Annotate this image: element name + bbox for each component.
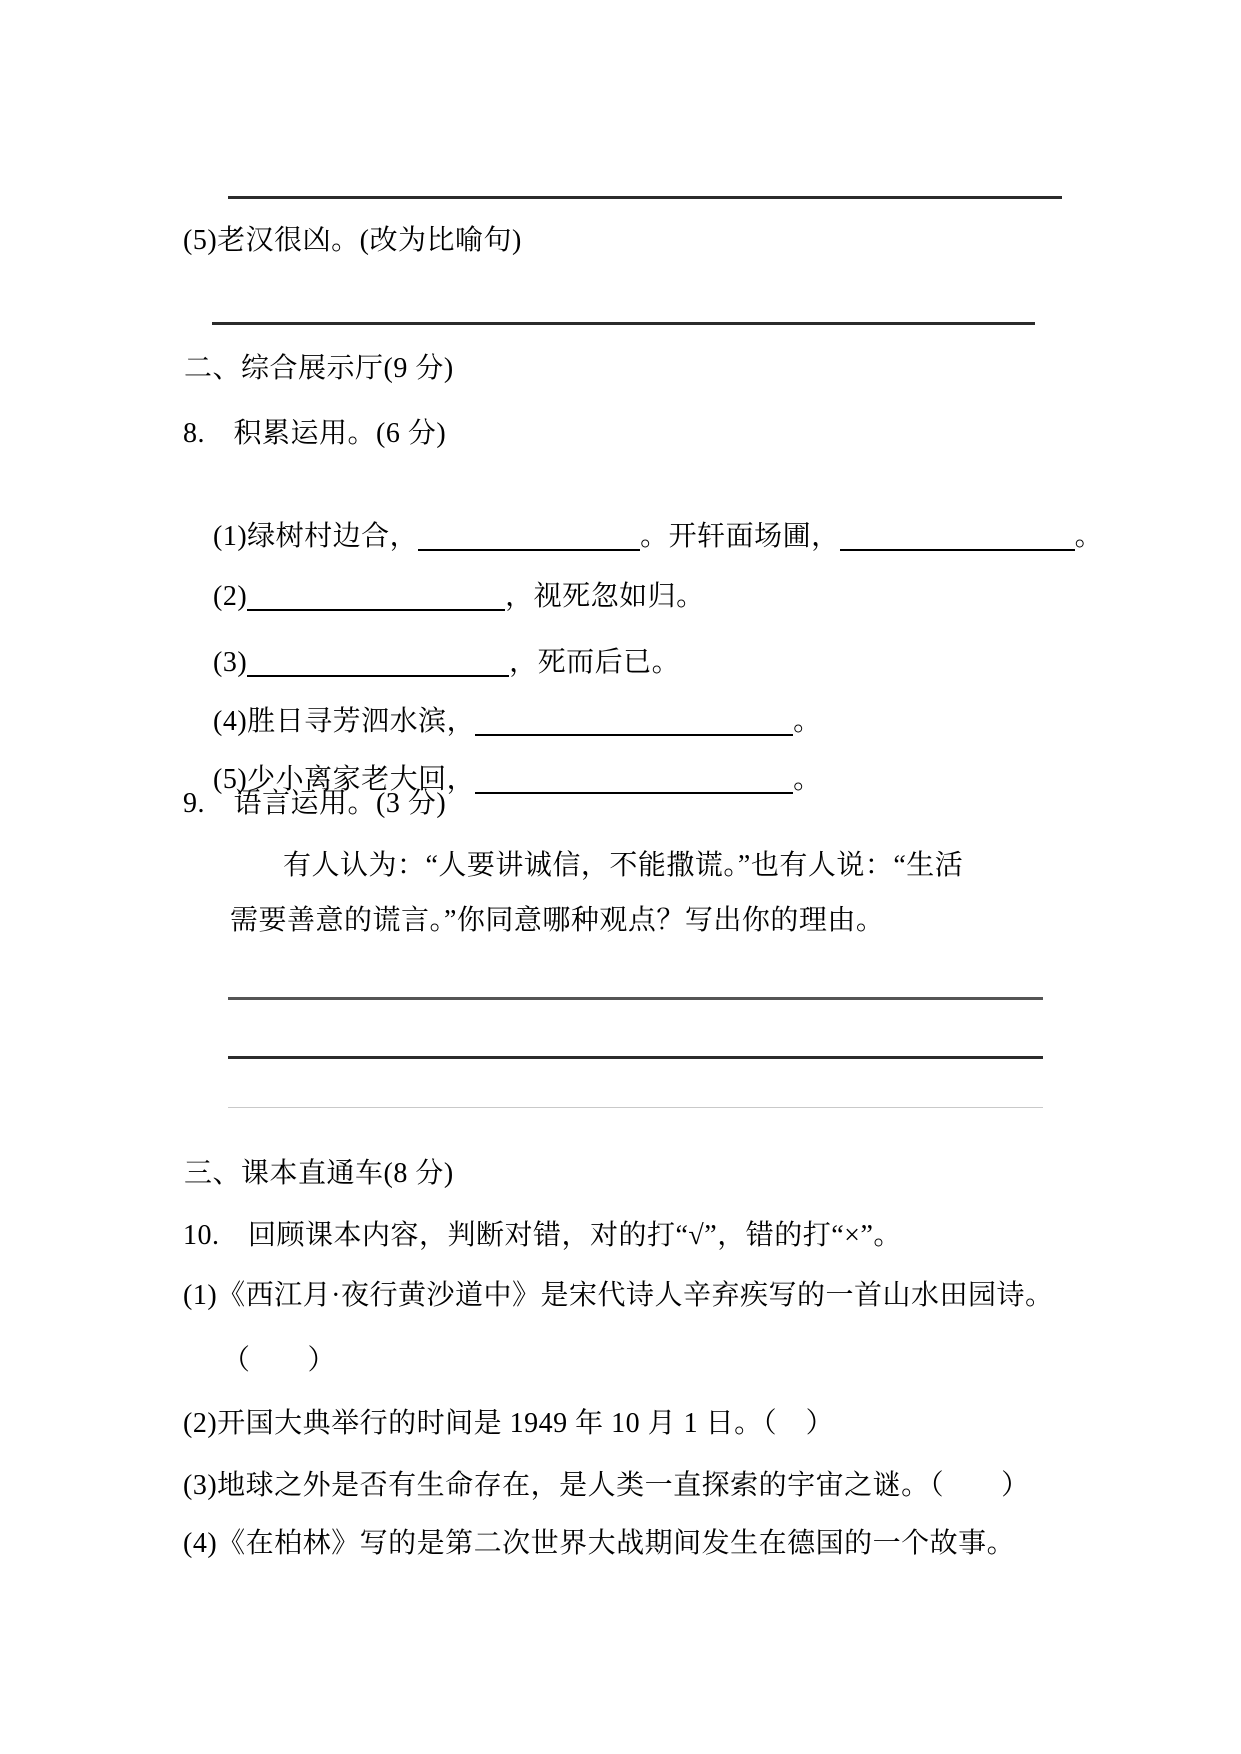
q10-item-3: (3)地球之外是否有生命存在，是人类一直探索的宇宙之谜。（ ） xyxy=(183,1470,1030,1501)
q9-title: 9. 语言运用。(3 分) xyxy=(183,788,447,819)
answer-line-top-2 xyxy=(212,322,1035,325)
q8-item-2-pre: (2) xyxy=(213,581,248,612)
fill-blank xyxy=(475,764,793,794)
q8-item-3-pre: (3) xyxy=(213,647,248,678)
q8-item-5-post: 。 xyxy=(793,764,822,795)
answer-line-top-1 xyxy=(228,196,1062,199)
q9-answer-line-1 xyxy=(228,997,1043,1000)
q8-item-5-pre: (5)少小离家老大回， xyxy=(213,764,476,795)
q10-item-4: (4)《在柏林》写的是第二次世界大战期间发生在德国的一个故事。 xyxy=(183,1528,1016,1559)
section-2-heading: 二、综合展示厅(9 分) xyxy=(184,353,454,384)
fill-blank xyxy=(840,521,1075,551)
q8-title: 8. 积累运用。(6 分) xyxy=(183,418,447,449)
q8-item-1-post: 。 xyxy=(1074,521,1104,552)
q8-item-3-post: ，死而后已。 xyxy=(509,647,681,678)
q7-item-5: (5)老汉很凶。(改为比喻句) xyxy=(183,225,522,256)
q9-paragraph-line-2: 需要善意的谎言。”你同意哪种观点？写出你的理由。 xyxy=(230,905,885,936)
q8-item-1-pre: (1)绿树村边合， xyxy=(213,521,419,552)
q10-title: 10. 回顾课本内容，判断对错，对的打“√”，错的打“×”。 xyxy=(183,1220,902,1251)
q10-item-1-brackets: （ ） xyxy=(222,1345,337,1376)
q8-item-4-post: 。 xyxy=(793,706,822,737)
q10-item-2: (2)开国大典举行的时间是 1949 年 10 月 1 日。（ ） xyxy=(183,1408,835,1439)
q8-item-1-mid: 。开轩面场圃， xyxy=(640,521,840,552)
q9-answer-line-2 xyxy=(228,1056,1043,1059)
section-3-heading: 三、课本直通车(8 分) xyxy=(184,1158,454,1189)
q9-paragraph-line-1: 有人认为：“人要讲诚信，不能撒谎。”也有人说：“生活 xyxy=(283,850,964,881)
q8-item-2-post: ，视死忽如归。 xyxy=(505,581,705,612)
fill-blank xyxy=(247,581,505,611)
q10-item-1: (1)《西江月·夜行黄沙道中》是宋代诗人辛弃疾写的一首山水田园诗。 xyxy=(183,1280,1054,1311)
q8-item-4-pre: (4)胜日寻芳泗水滨， xyxy=(213,706,476,737)
q9-answer-line-3 xyxy=(228,1107,1043,1108)
